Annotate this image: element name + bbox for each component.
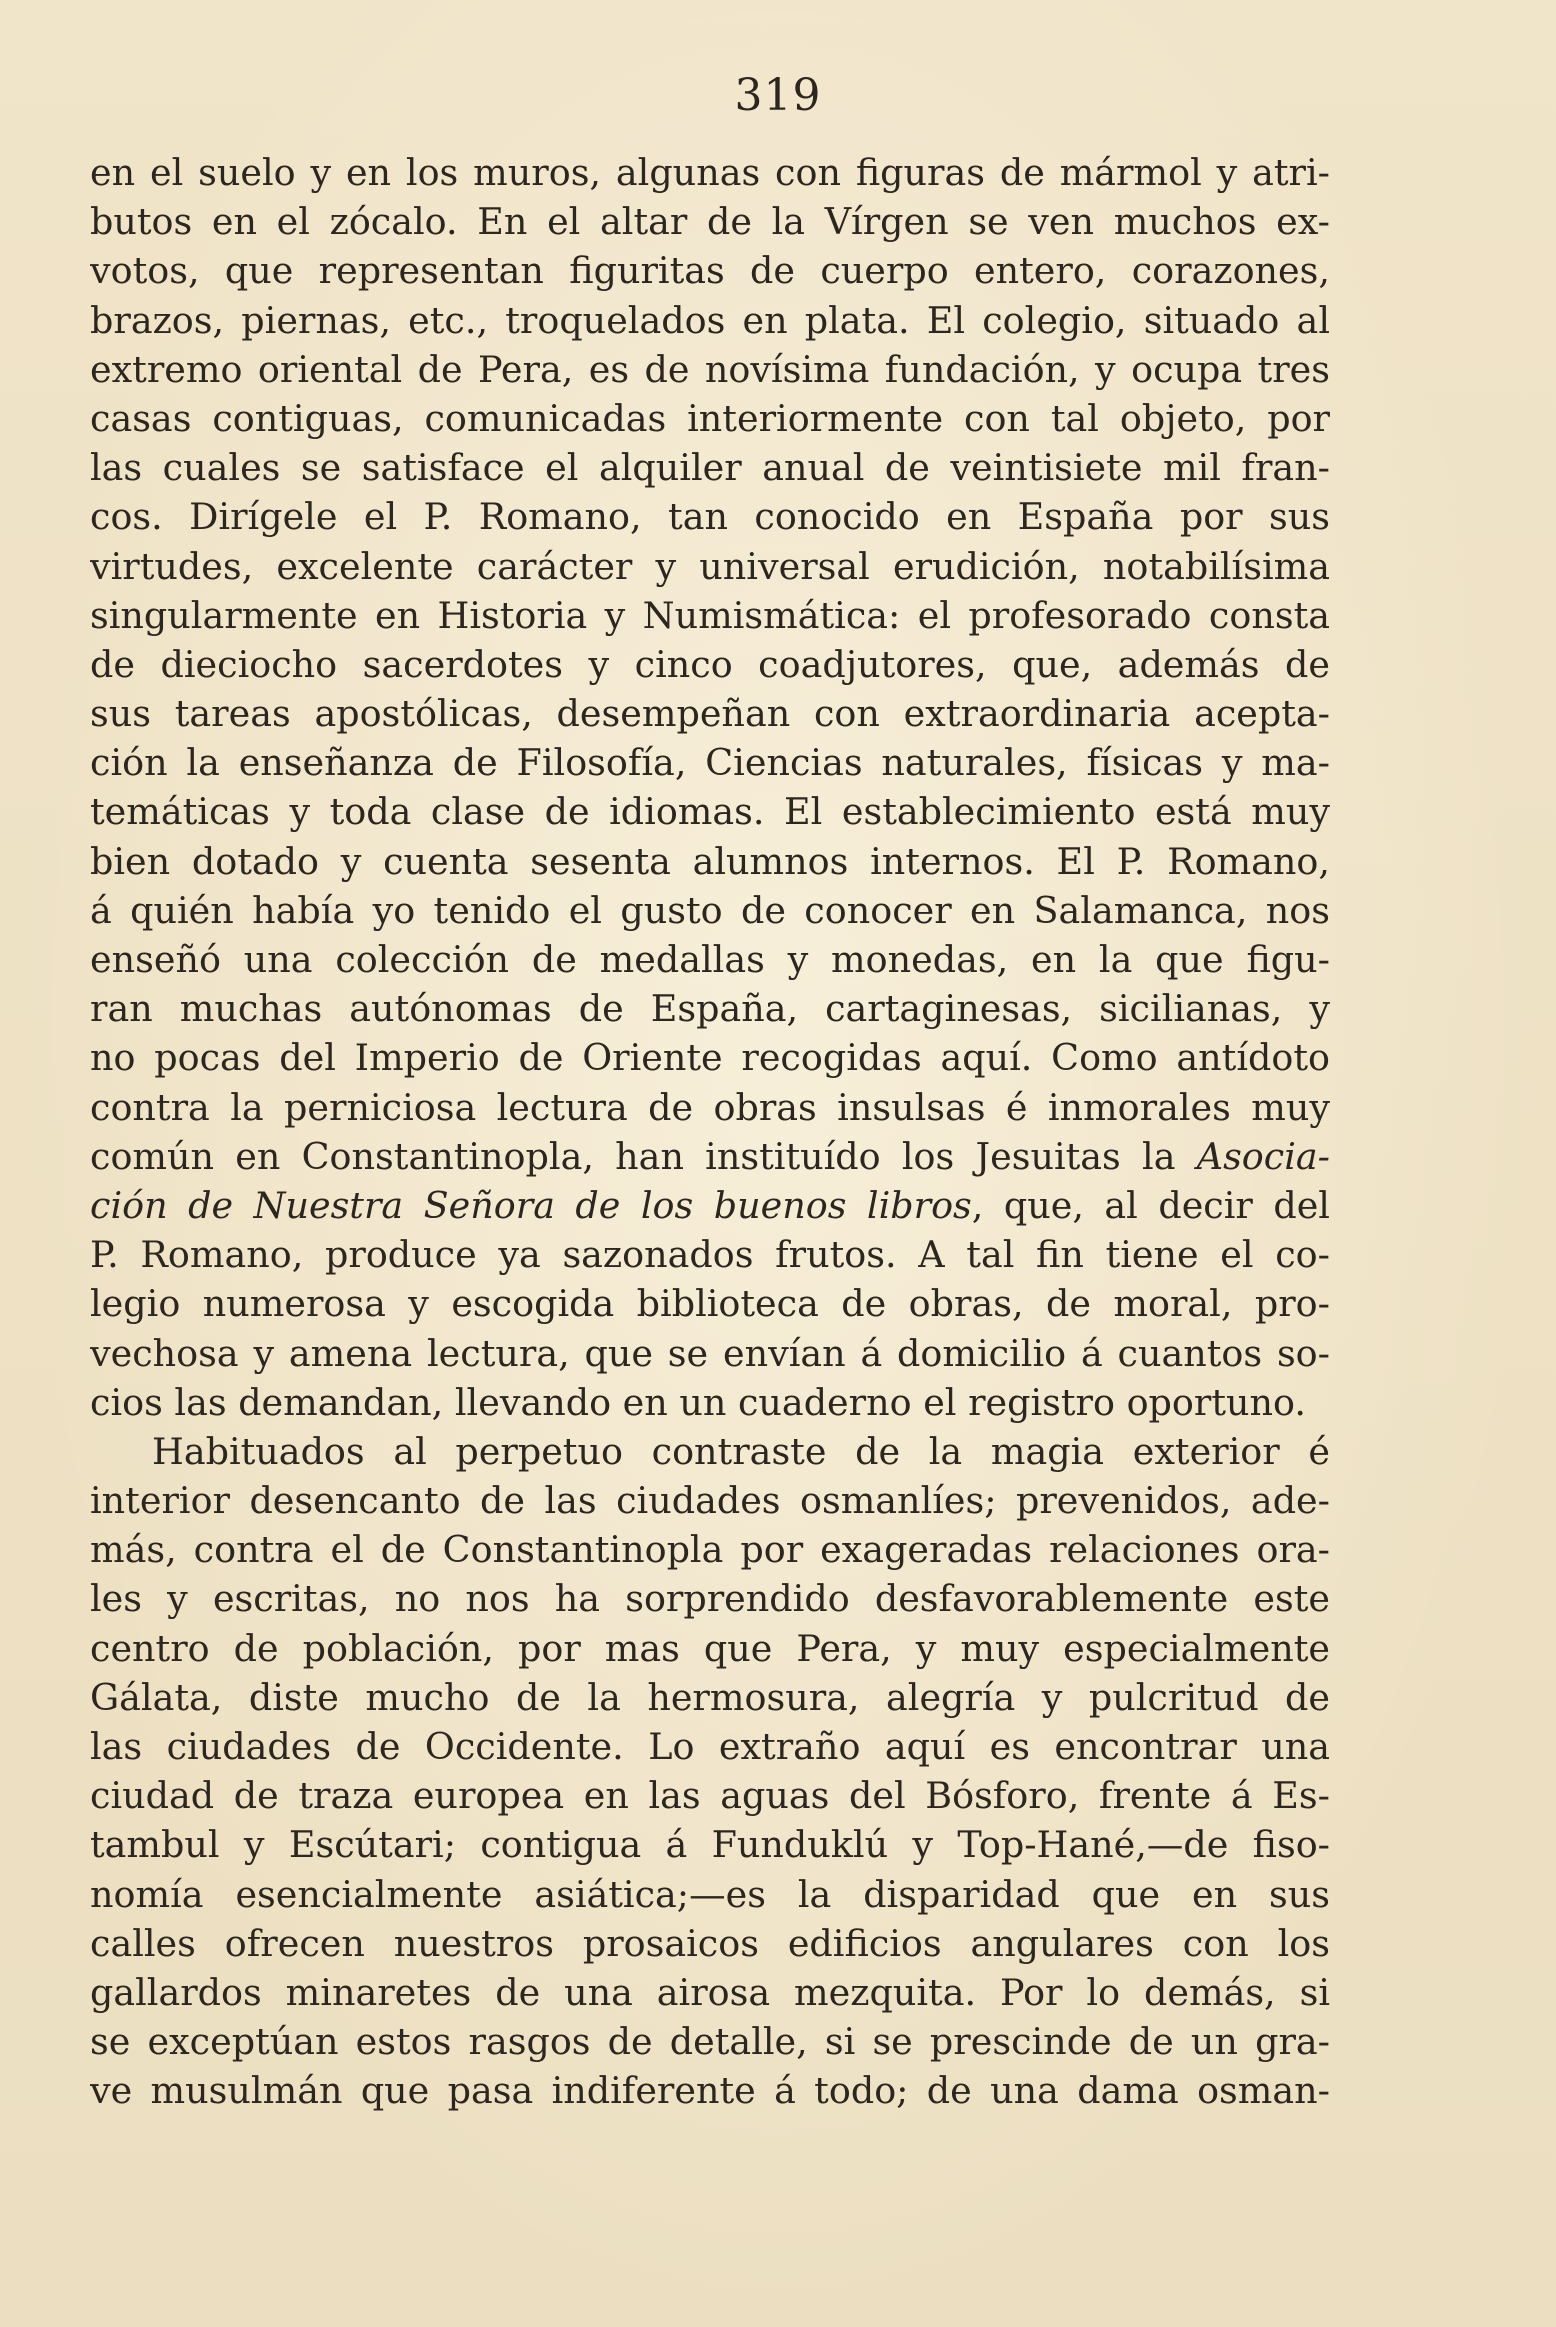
text-line: ción la enseñanza de Filosofía, Ciencias naturales, físicas y ma-: [90, 741, 1330, 785]
text-line: calles ofrecen nuestros prosaicos edificios angulares con los: [90, 1921, 1330, 1965]
text-line: enseñó una colección de medallas y monedas, en la que figu-: [90, 938, 1330, 981]
text-line: gallardos minaretes de una airosa mezquita. Por lo demás, si: [90, 1970, 1330, 2014]
text-line: á quién había yo tenido el gusto de conocer en Salamanca, nos: [90, 888, 1330, 932]
text-line: nomía esencialmente asiática;—es la disparidad que en sus: [90, 1872, 1330, 1916]
text-line: de dieciocho sacerdotes y cinco coadjutores, que, además de: [90, 642, 1330, 686]
text-line: les y escritas, no nos ha sorprendido desfavorablemente este: [90, 1577, 1330, 1621]
text-line: las ciudades de Occidente. Lo extraño aquí es encontrar una: [90, 1725, 1330, 1768]
text-line: ciudad de traza europea en las aguas del Bósforo, frente á Es-: [90, 1774, 1330, 1818]
text-line: legio numerosa y escogida biblioteca de obras, de moral, pro-: [90, 1282, 1330, 1326]
text-line: Habituados al perpetuo contraste de la magia exterior é: [152, 1429, 1330, 1473]
text-line: sus tareas apostólicas, desempeñan con extraordinaria acepta-: [90, 692, 1330, 736]
text-line: bien dotado y cuenta sesenta alumnos internos. El P. Romano,: [90, 839, 1330, 883]
text-line: virtudes, excelente carácter y universal erudición, notabilísima: [90, 544, 1330, 588]
text-line: casas contiguas, comunicadas interiormente con tal objeto, por: [90, 396, 1330, 440]
text-line: más, contra el de Constantinopla por exageradas relaciones ora-: [90, 1528, 1330, 1572]
italic-title: Asocia-: [1196, 1134, 1330, 1178]
text-line: ran muchas autónomas de España, cartaginesas, sicilianas, y: [90, 987, 1330, 1031]
text-line: cios las demandan, llevando en un cuaderno el registro oportuno.: [90, 1380, 1306, 1424]
text-line: ción de Nuestra Señora de los buenos libros, que, al decir del: [90, 1183, 1330, 1227]
text-line: Gálata, diste mucho de la hermosura, alegría y pulcritud de: [90, 1675, 1330, 1719]
text-line: interior desencanto de las ciudades osmanlíes; prevenidos, ade-: [90, 1479, 1330, 1523]
text-line: singularmente en Historia y Numismática: el profesorado consta: [90, 593, 1330, 637]
text-line: no pocas del Imperio de Oriente recogidas aquí. Como antídoto: [90, 1036, 1330, 1080]
body-text: [90, 148, 1330, 2116]
text-line: temáticas y toda clase de idiomas. El establecimiento está muy: [90, 790, 1330, 834]
text-line: ve musulmán que pasa indiferente á todo; de una dama osman-: [90, 2069, 1330, 2113]
text-line: centro de población, por mas que Pera, y muy especialmente: [90, 1626, 1330, 1670]
text-line: cos. Dirígele el P. Romano, tan conocido en España por sus: [90, 495, 1330, 539]
text-line: extremo oriental de Pera, es de novísima fundación, y ocupa tres: [90, 347, 1330, 391]
text-line: butos en el zócalo. En el altar de la Vírgen se ven muchos ex-: [90, 200, 1330, 244]
text-line: P. Romano, produce ya sazonados frutos. A tal fin tiene el co-: [90, 1233, 1330, 1277]
text-line: se exceptúan estos rasgos de detalle, si se prescinde de un gra-: [90, 2020, 1330, 2064]
text-line: tambul y Escútari; contigua á Funduklú y Top-Hané,—de fiso-: [90, 1823, 1330, 1867]
text-line: contra la perniciosa lectura de obras insulsas é inmorales muy: [90, 1085, 1330, 1129]
page-number: 319: [734, 70, 822, 121]
text-line: en el suelo y en los muros, algunas con figuras de mármol y atri-: [90, 151, 1330, 194]
text-line: vechosa y amena lectura, que se envían á domicilio á cuantos so-: [90, 1331, 1330, 1375]
italic-title: ción de Nuestra Señora de los buenos libros: [90, 1183, 972, 1227]
text-line: votos, que representan figuritas de cuerpo entero, corazones,: [90, 249, 1330, 293]
text-line: las cuales se satisface el alquiler anual de veintisiete mil fran-: [90, 446, 1330, 490]
text-line: común en Constantinopla, han instituído los Jesuitas la Asocia-: [90, 1134, 1330, 1178]
text-line: brazos, piernas, etc., troquelados en plata. El colegio, situado al: [90, 298, 1330, 342]
